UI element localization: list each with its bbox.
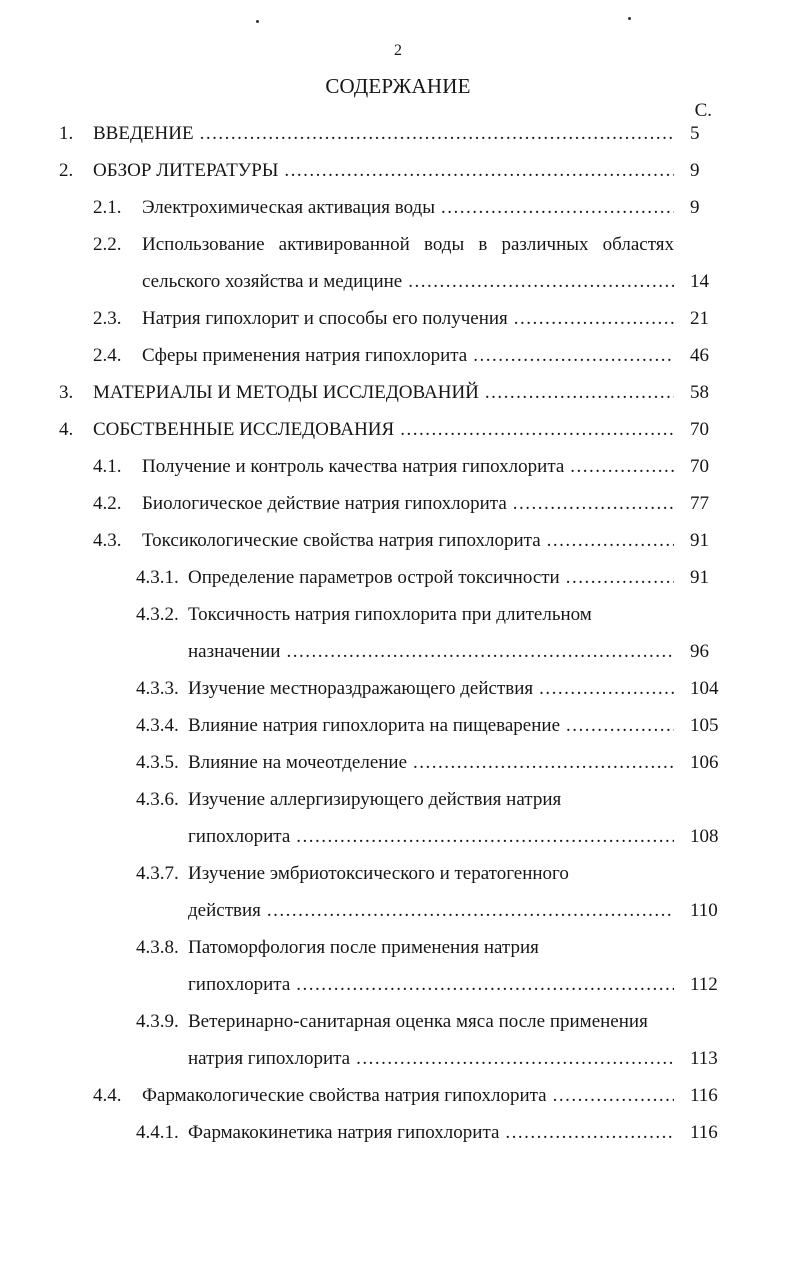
toc-number: 2. (59, 160, 74, 181)
scan-speck (628, 17, 631, 20)
toc-title: Изучение аллергизирующего действия натрия (188, 789, 562, 810)
toc-leader (505, 1122, 674, 1144)
toc-title-continued: гипохлорита (188, 826, 291, 847)
toc-page: 116 (690, 1122, 718, 1143)
toc-entry (0, 413, 796, 450)
toc-page: 91 (690, 530, 709, 551)
toc-entry-continuation (0, 820, 796, 857)
toc-entry (0, 783, 796, 820)
toc-leader (356, 1048, 674, 1070)
toc-number: 2.4. (93, 345, 122, 366)
toc-leader (296, 974, 674, 996)
toc-title: Натрия гипохлорит и способы его получения (142, 308, 508, 329)
toc-number: 2.1. (93, 197, 122, 218)
toc-number: 4.3.8. (136, 937, 179, 958)
toc-entry-continuation (0, 635, 796, 672)
toc-entry (0, 524, 796, 561)
toc-leader (441, 197, 674, 219)
toc-page: 77 (690, 493, 709, 514)
toc-number: 4.4.1. (136, 1122, 179, 1143)
toc-number: 2.3. (93, 308, 122, 329)
toc-entry-continuation (0, 968, 796, 1005)
toc-number: 4.3.5. (136, 752, 179, 773)
toc-number: 4.1. (93, 456, 122, 477)
toc-entry (0, 857, 796, 894)
toc-entry (0, 228, 796, 265)
toc-number: 4.4. (93, 1085, 122, 1106)
toc-entry (0, 931, 796, 968)
toc-leader (553, 1085, 674, 1107)
toc-page: 108 (690, 826, 719, 847)
toc-number: 4.3.9. (136, 1011, 179, 1032)
toc-number: 4.3.2. (136, 604, 179, 625)
toc-entry (0, 672, 796, 709)
toc-page: 110 (690, 900, 718, 921)
toc-leader (547, 530, 674, 552)
toc-page: 91 (690, 567, 709, 588)
toc-leader (296, 826, 674, 848)
toc-number: 4.3.6. (136, 789, 179, 810)
toc-title-continued: сельского хозяйства и медицине (142, 271, 403, 292)
toc-leader (267, 900, 674, 922)
toc-title: Сферы применения натрия гипохлорита (142, 345, 468, 366)
toc-page: 116 (690, 1085, 718, 1106)
toc-number: 3. (59, 382, 74, 403)
toc-number: 4.3.7. (136, 863, 179, 884)
toc-page: 9 (690, 160, 700, 181)
toc-page: 96 (690, 641, 709, 662)
toc-title-continued: действия (188, 900, 261, 921)
toc-page: 5 (690, 123, 700, 144)
toc-page: 46 (690, 345, 709, 366)
toc-title: Электрохимическая активация воды (142, 197, 435, 218)
toc-entry (0, 191, 796, 228)
toc-entry (0, 1079, 796, 1116)
toc-leader (408, 271, 674, 293)
toc-page: 70 (690, 419, 709, 440)
page-number: 2 (394, 42, 402, 59)
page-column-header: С. (694, 100, 712, 121)
toc-title: Влияние натрия гипохлорита на пищеварение (188, 715, 561, 736)
toc-title-continued: гипохлорита (188, 974, 291, 995)
toc-entry (0, 487, 796, 524)
toc-leader (284, 160, 674, 182)
toc-number: 1. (59, 123, 74, 144)
toc-title: Фармакологические свойства натрия гипохлорита (142, 1085, 547, 1106)
toc-title: Влияние на мочеотделение (188, 752, 408, 773)
toc-number: 2.2. (93, 234, 122, 255)
toc-leader (286, 641, 674, 663)
toc-entry (0, 376, 796, 413)
toc-title: Патоморфология после применения натрия (188, 937, 539, 958)
toc-page: 21 (690, 308, 709, 329)
toc-title: Получение и контроль качества натрия гипохлорита (142, 456, 565, 477)
scan-speck (256, 20, 259, 23)
toc-page: 105 (690, 715, 719, 736)
toc-entry-continuation (0, 894, 796, 931)
toc-title: Определение параметров острой токсичности (188, 567, 560, 588)
toc-leader (400, 419, 674, 441)
toc-leader (473, 345, 674, 367)
toc-title-continued: назначении (188, 641, 281, 662)
toc-number: 4. (59, 419, 74, 440)
toc-page: 70 (690, 456, 709, 477)
toc-entry (0, 746, 796, 783)
toc-title: Биологическое действие натрия гипохлорита (142, 493, 507, 514)
toc-leader (413, 752, 674, 774)
toc-entry (0, 154, 796, 191)
toc-leader (566, 567, 674, 589)
toc-leader (570, 456, 674, 478)
toc-title-continued: натрия гипохлорита (188, 1048, 351, 1069)
toc-leader (514, 308, 674, 330)
toc-page: 9 (690, 197, 700, 218)
toc-title: МАТЕРИАЛЫ И МЕТОДЫ ИССЛЕДОВАНИЙ (93, 382, 479, 403)
toc-title: СОБСТВЕННЫЕ ИССЛЕДОВАНИЯ (93, 419, 395, 440)
toc-title: Изучение эмбриотоксического и тератогенного (188, 863, 569, 884)
toc-entry (0, 339, 796, 376)
toc-page: 106 (690, 752, 719, 773)
toc-title: Фармакокинетика натрия гипохлорита (188, 1122, 500, 1143)
toc-page: 14 (690, 271, 709, 292)
toc-title: ОБЗОР ЛИТЕРАТУРЫ (93, 160, 279, 181)
toc-entry (0, 598, 796, 635)
toc-title: Токсичность натрия гипохлорита при длительном (188, 604, 592, 625)
page-title: СОДЕРЖАНИЕ (325, 74, 471, 98)
toc-leader (485, 382, 674, 404)
toc-leader (513, 493, 674, 515)
toc-page: 104 (690, 678, 719, 699)
toc-entry (0, 561, 796, 598)
toc-page: 58 (690, 382, 709, 403)
toc-title: ВВЕДЕНИЕ (93, 123, 194, 144)
toc-title: Токсикологические свойства натрия гипохлорита (142, 530, 541, 551)
toc-number: 4.2. (93, 493, 122, 514)
toc-entry (0, 450, 796, 487)
toc-leader (200, 123, 674, 145)
toc-title: Использование активированной воды в различных областях (142, 234, 674, 255)
toc-entry-continuation (0, 265, 796, 302)
toc-number: 4.3.4. (136, 715, 179, 736)
toc-page: 112 (690, 974, 718, 995)
toc-entry (0, 709, 796, 746)
toc-page: 113 (690, 1048, 718, 1069)
toc-number: 4.3. (93, 530, 122, 551)
toc-entry (0, 302, 796, 339)
toc-title: Изучение местнораздражающего действия (188, 678, 534, 699)
table-of-contents (0, 117, 796, 1153)
toc-entry (0, 1005, 796, 1042)
toc-number: 4.3.3. (136, 678, 179, 699)
toc-entry (0, 117, 796, 154)
toc-title: Ветеринарно-санитарная оценка мяса после применения (188, 1011, 648, 1032)
toc-entry-continuation (0, 1042, 796, 1079)
toc-number: 4.3.1. (136, 567, 179, 588)
toc-leader (566, 715, 674, 737)
toc-leader (539, 678, 674, 700)
toc-entry (0, 1116, 796, 1153)
